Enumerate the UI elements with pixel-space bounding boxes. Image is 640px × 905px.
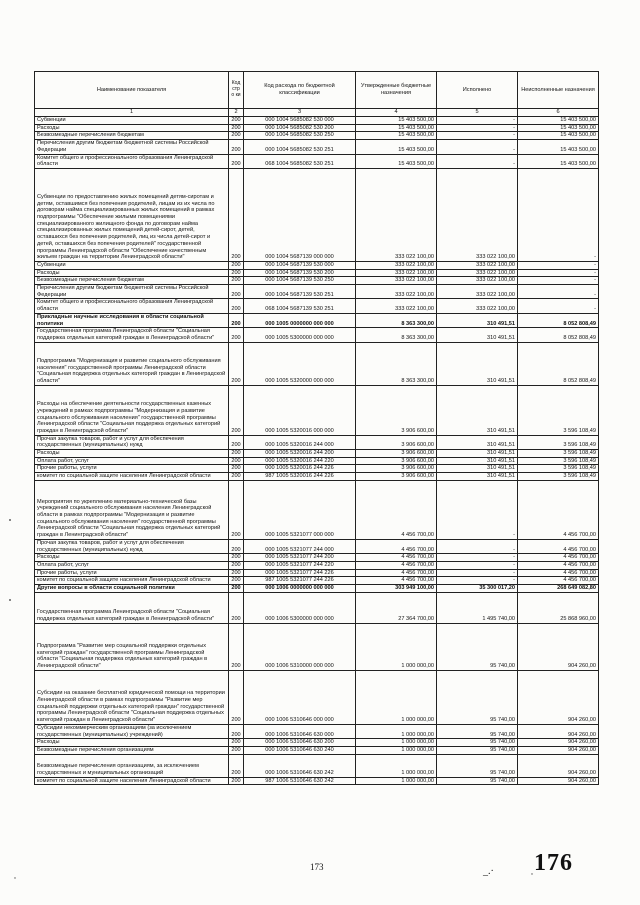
- cell-indicator-name: комитет по социальной защите населения Ленинградской области: [35, 577, 229, 585]
- cell-approved: 3 906 600,00: [356, 435, 437, 449]
- cell-budget-code: 000 1005 5321077 244 220: [244, 561, 356, 569]
- cell-executed: -: [437, 132, 518, 140]
- column-number: 2: [229, 109, 244, 117]
- cell-approved: 3 906 600,00: [356, 450, 437, 458]
- cell-unexecuted: 904 260,00: [518, 754, 599, 777]
- cell-executed: -: [437, 554, 518, 562]
- cell-budget-code: 000 1005 5321077 244 000: [244, 539, 356, 553]
- cell-budget-code: 000 1005 5320016 000 000: [244, 385, 356, 435]
- cell-budget-code: 000 1006 5310646 630 240: [244, 746, 356, 754]
- cell-unexecuted: 3 596 108,49: [518, 450, 599, 458]
- cell-executed: 95 740,00: [437, 746, 518, 754]
- cell-indicator-name: Оплата работ, услуг: [35, 561, 229, 569]
- cell-indicator-name: комитет по социальной защите населения Ленинградской области: [35, 777, 229, 785]
- cell-unexecuted: 8 052 808,49: [518, 328, 599, 342]
- cell-approved: 1 000 000,00: [356, 724, 437, 738]
- cell-executed: -: [437, 140, 518, 154]
- cell-unexecuted: 4 456 700,00: [518, 561, 599, 569]
- cell-approved: 333 022 100,00: [356, 285, 437, 299]
- cell-line-code: 200: [229, 623, 244, 670]
- cell-line-code: 200: [229, 140, 244, 154]
- cell-executed: -: [437, 117, 518, 125]
- cell-indicator-name: Другие вопросы в области социальной политики: [35, 585, 229, 593]
- header-budget-code: Код расхода по бюджетной классификации: [244, 72, 356, 109]
- cell-line-code: 200: [229, 539, 244, 553]
- cell-approved: 333 022 100,00: [356, 168, 437, 261]
- cell-unexecuted: 15 403 500,00: [518, 154, 599, 168]
- cell-executed: 333 022 100,00: [437, 277, 518, 285]
- cell-approved: 1 000 000,00: [356, 739, 437, 747]
- cell-indicator-name: Субвенции по предоставлению жилых помещений детям-сиротам и детям, оставшимся без попечения родителей, лицам из их числа по договорам найма специализированных жилых помещений в рамках подпрограммы "Обеспечение жилыми помещениями специализированного жилищного фонда по договорам найма специализированных жилых помещений детей-сирот, детей, оставшихся без попечения родителей, лиц из числа детей-сирот и детей, оставшихся без попечения родителей" государственной программы Ленинградской области "Обеспечение качественным жильем граждан на территории Ленинградской области": [35, 168, 229, 261]
- cell-approved: 3 906 600,00: [356, 465, 437, 473]
- cell-line-code: 200: [229, 385, 244, 435]
- cell-indicator-name: Безвозмездные перечисления организациям: [35, 746, 229, 754]
- cell-unexecuted: 4 456 700,00: [518, 554, 599, 562]
- cell-indicator-name: Субвенции: [35, 117, 229, 125]
- page-number: 173: [310, 862, 324, 872]
- cell-approved: 15 403 500,00: [356, 154, 437, 168]
- cell-executed: 1 495 740,00: [437, 592, 518, 623]
- cell-indicator-name: Расходы: [35, 269, 229, 277]
- cell-approved: 4 456 700,00: [356, 569, 437, 577]
- cell-indicator-name: Безвозмездные перечисления бюджетам: [35, 132, 229, 140]
- cell-budget-code: 000 1006 5300000 000 000: [244, 592, 356, 623]
- cell-line-code: 200: [229, 569, 244, 577]
- cell-indicator-name: Государственная программа Ленинградской области "Социальная поддержка отдельных категорий граждан в Ленинградской области": [35, 592, 229, 623]
- cell-unexecuted: 4 456 700,00: [518, 569, 599, 577]
- cell-approved: 15 403 500,00: [356, 140, 437, 154]
- cell-line-code: 200: [229, 261, 244, 269]
- cell-indicator-name: Расходы: [35, 124, 229, 132]
- cell-executed: 310 491,51: [437, 385, 518, 435]
- cell-unexecuted: 15 403 500,00: [518, 124, 599, 132]
- cell-approved: 3 906 600,00: [356, 457, 437, 465]
- cell-line-code: 200: [229, 473, 244, 481]
- cell-line-code: 200: [229, 585, 244, 593]
- cell-unexecuted: 904 260,00: [518, 623, 599, 670]
- cell-approved: 303 949 100,00: [356, 585, 437, 593]
- cell-budget-code: 000 1004 5685082 530 251: [244, 140, 356, 154]
- cell-indicator-name: Расходы: [35, 739, 229, 747]
- cell-line-code: 200: [229, 124, 244, 132]
- cell-unexecuted: 4 456 700,00: [518, 480, 599, 539]
- cell-indicator-name: Мероприятия по укреплению материально-технической базы учреждений социального обслуживания населения Ленинградской области в рамках подпрограммы "Модернизация и развитие социального обслуживания населения" государственной программы Ленинградской области "Социальная поддержка отдельных категорий граждан в Ленинградской области": [35, 480, 229, 539]
- cell-budget-code: 000 1005 5320016 244 226: [244, 465, 356, 473]
- cell-unexecuted: 15 403 500,00: [518, 140, 599, 154]
- cell-budget-code: 000 1004 5685082 530 000: [244, 117, 356, 125]
- cell-unexecuted: 268 649 082,80: [518, 585, 599, 593]
- cell-indicator-name: Перечисления другим бюджетам бюджетной системы Российской Федерации: [35, 140, 229, 154]
- cell-indicator-name: Перечисления другим бюджетам бюджетной системы Российской Федерации: [35, 285, 229, 299]
- cell-line-code: 200: [229, 313, 244, 327]
- cell-executed: 95 740,00: [437, 670, 518, 724]
- cell-approved: 8 363 300,00: [356, 313, 437, 327]
- cell-unexecuted: 904 260,00: [518, 739, 599, 747]
- cell-budget-code: 000 1004 5687139 530 200: [244, 269, 356, 277]
- cell-indicator-name: Безвозмездные перечисления организациям, за исключением государственных и муниципальных организаций: [35, 754, 229, 777]
- cell-approved: 1 000 000,00: [356, 777, 437, 785]
- cell-approved: 333 022 100,00: [356, 269, 437, 277]
- cell-approved: 1 000 000,00: [356, 623, 437, 670]
- cell-indicator-name: Прочие работы, услуги: [35, 569, 229, 577]
- cell-budget-code: 000 1006 5310646 630 000: [244, 724, 356, 738]
- cell-approved: 1 000 000,00: [356, 754, 437, 777]
- cell-budget-code: 000 1005 5321077 000 000: [244, 480, 356, 539]
- cell-executed: 95 740,00: [437, 777, 518, 785]
- cell-executed: -: [437, 569, 518, 577]
- cell-executed: 95 740,00: [437, 739, 518, 747]
- cell-approved: 333 022 100,00: [356, 277, 437, 285]
- cell-budget-code: 000 1004 5685082 530 200: [244, 124, 356, 132]
- cell-unexecuted: -: [518, 269, 599, 277]
- cell-approved: 15 403 500,00: [356, 132, 437, 140]
- cell-approved: 333 022 100,00: [356, 299, 437, 313]
- cell-executed: 310 491,51: [437, 313, 518, 327]
- cell-approved: 8 363 300,00: [356, 328, 437, 342]
- cell-approved: 15 403 500,00: [356, 124, 437, 132]
- cell-unexecuted: 3 596 108,49: [518, 465, 599, 473]
- cell-line-code: 200: [229, 724, 244, 738]
- cell-executed: -: [437, 561, 518, 569]
- cell-budget-code: 000 1005 0000000 000 000: [244, 313, 356, 327]
- cell-line-code: 200: [229, 670, 244, 724]
- cell-budget-code: 068 1004 5687139 530 251: [244, 299, 356, 313]
- cell-budget-code: 068 1004 5685082 530 251: [244, 154, 356, 168]
- cell-line-code: 200: [229, 450, 244, 458]
- cell-executed: 95 740,00: [437, 754, 518, 777]
- cell-unexecuted: 8 052 808,49: [518, 342, 599, 385]
- cell-unexecuted: 25 868 960,00: [518, 592, 599, 623]
- cell-executed: -: [437, 124, 518, 132]
- cell-unexecuted: 8 052 808,49: [518, 313, 599, 327]
- cell-executed: -: [437, 539, 518, 553]
- cell-unexecuted: 15 403 500,00: [518, 132, 599, 140]
- cell-approved: 15 403 500,00: [356, 117, 437, 125]
- cell-budget-code: 000 1005 5321077 244 200: [244, 554, 356, 562]
- cell-line-code: 200: [229, 554, 244, 562]
- cell-executed: 333 022 100,00: [437, 269, 518, 277]
- cell-budget-code: 000 1006 5310646 000 000: [244, 670, 356, 724]
- cell-indicator-name: Расходы: [35, 450, 229, 458]
- column-number: 3: [244, 109, 356, 117]
- cell-budget-code: 987 1005 5320016 244 226: [244, 473, 356, 481]
- cell-approved: 4 456 700,00: [356, 539, 437, 553]
- cell-line-code: 200: [229, 592, 244, 623]
- cell-line-code: 200: [229, 746, 244, 754]
- cell-budget-code: 000 1004 5687139 530 251: [244, 285, 356, 299]
- cell-unexecuted: 4 456 700,00: [518, 577, 599, 585]
- column-number: 1: [35, 109, 229, 117]
- cell-budget-code: 000 1006 5310646 630 242: [244, 754, 356, 777]
- cell-executed: 333 022 100,00: [437, 168, 518, 261]
- cell-budget-code: 000 1005 5320016 244 220: [244, 457, 356, 465]
- cell-approved: 4 456 700,00: [356, 554, 437, 562]
- cell-executed: -: [437, 577, 518, 585]
- cell-unexecuted: -: [518, 277, 599, 285]
- cell-unexecuted: 15 403 500,00: [518, 117, 599, 125]
- cell-unexecuted: 904 260,00: [518, 724, 599, 738]
- cell-budget-code: 987 1006 5310646 630 242: [244, 777, 356, 785]
- cell-approved: 4 456 700,00: [356, 577, 437, 585]
- cell-executed: 333 022 100,00: [437, 285, 518, 299]
- cell-unexecuted: -: [518, 299, 599, 313]
- cell-line-code: 200: [229, 480, 244, 539]
- cell-executed: 310 491,51: [437, 465, 518, 473]
- header-line-code: Код стро ки: [229, 72, 244, 109]
- cell-executed: -: [437, 480, 518, 539]
- handwritten-page-number: 176: [534, 850, 573, 876]
- cell-unexecuted: 904 260,00: [518, 777, 599, 785]
- cell-budget-code: 000 1005 5320016 244 000: [244, 435, 356, 449]
- cell-line-code: 200: [229, 754, 244, 777]
- cell-line-code: 200: [229, 299, 244, 313]
- cell-executed: 333 022 100,00: [437, 261, 518, 269]
- cell-executed: 333 022 100,00: [437, 299, 518, 313]
- cell-approved: 1 000 000,00: [356, 670, 437, 724]
- header-unexecuted: Неисполненные назначения: [518, 72, 599, 109]
- cell-line-code: 200: [229, 117, 244, 125]
- cell-unexecuted: 3 596 108,49: [518, 457, 599, 465]
- cell-indicator-name: Подпрограмма "Модернизация и развитие социального обслуживания населения" государственной программы Ленинградской области "Социальная поддержка отдельных категорий граждан в Ленинградской области": [35, 342, 229, 385]
- cell-budget-code: 000 1004 5687139 530 000: [244, 261, 356, 269]
- cell-line-code: 200: [229, 342, 244, 385]
- cell-budget-code: 000 1006 5310646 630 200: [244, 739, 356, 747]
- cell-unexecuted: 3 596 108,49: [518, 473, 599, 481]
- cell-line-code: 200: [229, 154, 244, 168]
- cell-indicator-name: Субсидии некоммерческим организациям (за исключением государственных (муниципальных) учреждений): [35, 724, 229, 738]
- cell-executed: -: [437, 154, 518, 168]
- cell-line-code: 200: [229, 132, 244, 140]
- cell-indicator-name: Комитет общего и профессионального образования Ленинградской области: [35, 154, 229, 168]
- column-number: 4: [356, 109, 437, 117]
- cell-budget-code: 000 1004 5687139 000 000: [244, 168, 356, 261]
- cell-indicator-name: Комитет общего и профессионального образования Ленинградской области: [35, 299, 229, 313]
- cell-approved: 3 906 600,00: [356, 385, 437, 435]
- cell-executed: 310 491,51: [437, 457, 518, 465]
- cell-line-code: 200: [229, 577, 244, 585]
- column-number: 5: [437, 109, 518, 117]
- cell-indicator-name: Субвенции: [35, 261, 229, 269]
- cell-budget-code: 000 1004 5685082 530 250: [244, 132, 356, 140]
- cell-unexecuted: -: [518, 285, 599, 299]
- cell-indicator-name: Государственная программа Ленинградской области "Социальная поддержка отдельных категорий граждан в Ленинградской области": [35, 328, 229, 342]
- cell-indicator-name: Прочая закупка товаров, работ и услуг для обеспечения государственных (муниципальных) нужд: [35, 539, 229, 553]
- cell-budget-code: 000 1005 5321077 244 226: [244, 569, 356, 577]
- cell-line-code: 200: [229, 285, 244, 299]
- cell-line-code: 200: [229, 328, 244, 342]
- cell-executed: 95 740,00: [437, 724, 518, 738]
- header-approved: Утвержденные бюджетные назначения: [356, 72, 437, 109]
- cell-unexecuted: 904 260,00: [518, 746, 599, 754]
- cell-line-code: 200: [229, 435, 244, 449]
- column-number: 6: [518, 109, 599, 117]
- cell-unexecuted: 3 596 108,49: [518, 435, 599, 449]
- cell-approved: 333 022 100,00: [356, 261, 437, 269]
- cell-budget-code: 987 1005 5321077 244 226: [244, 577, 356, 585]
- cell-executed: 310 491,51: [437, 435, 518, 449]
- cell-indicator-name: Субсидии на оказание бесплатной юридической помощи на территории Ленинградской области в рамках подпрограммы "Развитие мер социальной поддержки отдельных категорий граждан" государственной программы Ленинградской области "Социальная поддержка отдельных категорий граждан в Ленинградской области": [35, 670, 229, 724]
- cell-executed: 310 491,51: [437, 328, 518, 342]
- cell-approved: 4 456 700,00: [356, 480, 437, 539]
- header-executed: Исполнено: [437, 72, 518, 109]
- cell-indicator-name: Расходы на обеспечение деятельности государственных казенных учреждений в рамках подпрограммы "Модернизация и развитие социального обслуживания населения" государственной программы Ленинградской области "Социальная поддержка отдельных категорий граждан в Ленинградской области": [35, 385, 229, 435]
- cell-line-code: 200: [229, 457, 244, 465]
- cell-unexecuted: 3 596 108,49: [518, 385, 599, 435]
- cell-executed: 310 491,51: [437, 450, 518, 458]
- cell-budget-code: 000 1005 5320000 000 000: [244, 342, 356, 385]
- cell-indicator-name: Прикладные научные исследования в области социальной политики: [35, 313, 229, 327]
- cell-approved: 3 906 600,00: [356, 473, 437, 481]
- cell-approved: 4 456 700,00: [356, 561, 437, 569]
- cell-unexecuted: -: [518, 168, 599, 261]
- cell-indicator-name: комитет по социальной защите населения Ленинградской области: [35, 473, 229, 481]
- cell-budget-code: 000 1006 5310000 000 000: [244, 623, 356, 670]
- cell-indicator-name: Прочая закупка товаров, работ и услуг для обеспечения государственных (муниципальных) нужд: [35, 435, 229, 449]
- cell-budget-code: 000 1004 5687139 530 250: [244, 277, 356, 285]
- cell-indicator-name: Оплата работ, услуг: [35, 457, 229, 465]
- cell-line-code: 200: [229, 277, 244, 285]
- cell-executed: 310 491,51: [437, 342, 518, 385]
- cell-indicator-name: Прочие работы, услуги: [35, 465, 229, 473]
- cell-approved: 1 000 000,00: [356, 746, 437, 754]
- cell-line-code: 200: [229, 777, 244, 785]
- cell-indicator-name: Расходы: [35, 554, 229, 562]
- cell-approved: 27 364 700,00: [356, 592, 437, 623]
- cell-unexecuted: 4 456 700,00: [518, 539, 599, 553]
- cell-indicator-name: Безвозмездные перечисления бюджетам: [35, 277, 229, 285]
- cell-line-code: 200: [229, 465, 244, 473]
- cell-executed: 35 300 017,20: [437, 585, 518, 593]
- cell-line-code: 200: [229, 269, 244, 277]
- cell-line-code: 200: [229, 561, 244, 569]
- cell-approved: 8 363 300,00: [356, 342, 437, 385]
- cell-unexecuted: -: [518, 261, 599, 269]
- cell-line-code: 200: [229, 168, 244, 261]
- cell-budget-code: 000 1005 5300000 000 000: [244, 328, 356, 342]
- cell-line-code: 200: [229, 739, 244, 747]
- cell-executed: 310 491,51: [437, 473, 518, 481]
- cell-indicator-name: Подпрограмма "Развитие мер социальной поддержки отдельных категорий граждан" государственной программы Ленинградской области "Социальная поддержка отдельных категорий граждан в Ленинградской области": [35, 623, 229, 670]
- cell-budget-code: 000 1005 5320016 244 200: [244, 450, 356, 458]
- cell-budget-code: 000 1006 0000000 000 000: [244, 585, 356, 593]
- cell-unexecuted: 904 260,00: [518, 670, 599, 724]
- handwritten-mark: _.·: [483, 866, 494, 877]
- header-indicator-name: Наименование показателя: [35, 72, 229, 109]
- cell-executed: 95 740,00: [437, 623, 518, 670]
